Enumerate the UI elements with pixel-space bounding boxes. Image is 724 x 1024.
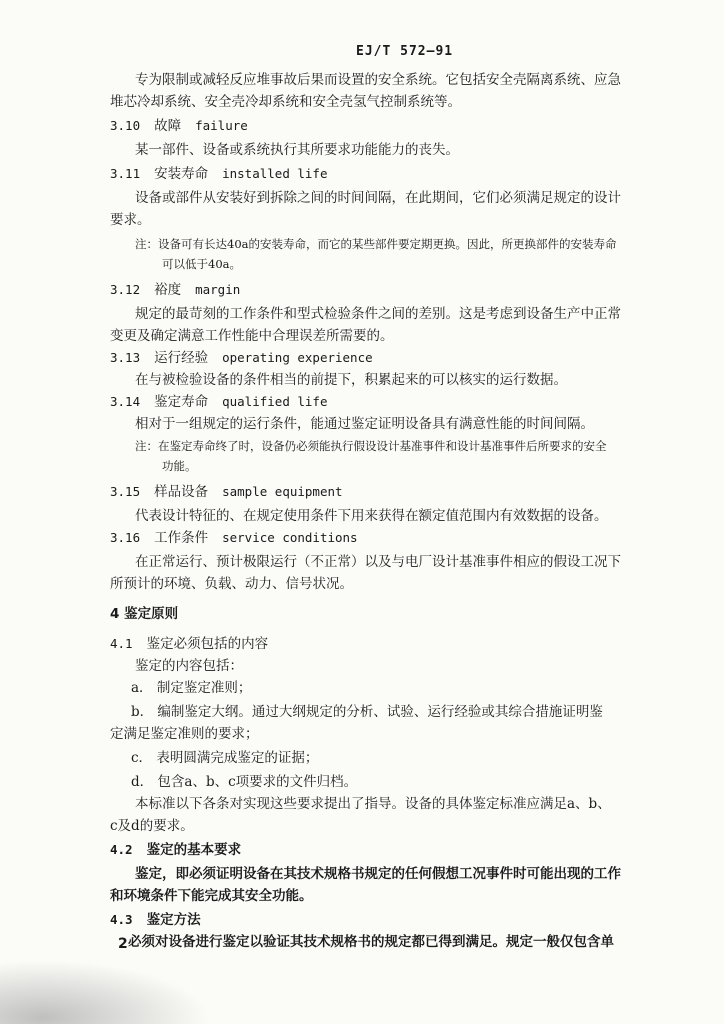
- list-item-a: a． 制定鉴定准则；: [131, 680, 252, 696]
- section-4-1-paragraph: 本标准以下各条对实现这些要求提出了指导。设备的具体鉴定标准应满足a、b、: [135, 796, 611, 812]
- section-title-zh: 鉴定方法: [146, 912, 201, 928]
- section-title-zh: 鉴定寿命: [154, 394, 209, 410]
- section-3-15-heading: [110, 482, 690, 502]
- section-number: 3.15: [110, 484, 141, 499]
- standard-code: EJ/T 572—91: [356, 44, 454, 59]
- section-3-11-body: 设备或部件从安装好到拆除之间的时间间隔，在此期间，它们必须满足规定的设计: [135, 190, 621, 206]
- list-item-b: b． 编制鉴定大纲。通过大纲规定的分析、试验、运行经验或其综合措施证明鉴: [131, 704, 603, 720]
- section-4-1-heading: [110, 634, 690, 654]
- scan-smudge: [0, 960, 210, 1024]
- section-title-en: installed life: [222, 166, 328, 181]
- section-title-en: margin: [195, 282, 241, 297]
- section-3-16-heading: [110, 528, 690, 548]
- section-3-11-note: 可以低于40a。: [162, 257, 241, 271]
- section-4-2-body: 鉴定，即必须证明设备在其技术规格书规定的任何假想工况事件时可能出现的工作: [135, 866, 621, 882]
- section-number: 3.10: [110, 118, 141, 133]
- paragraph-line: 专为限制或减轻反应堆事故后果而设置的安全系统。它包括安全壳隔离系统、应急: [135, 72, 621, 88]
- section-3-10-heading: [110, 116, 690, 136]
- list-item-b-cont: 定满足鉴定准则的要求；: [110, 726, 259, 742]
- section-title-en: sample equipment: [222, 484, 343, 499]
- section-3-11-heading: [110, 164, 690, 184]
- section-3-11-body: 要求。: [110, 212, 151, 228]
- section-title-zh: 故障: [154, 118, 182, 134]
- section-3-15-body: 代表设计特征的、在规定使用条件下用来获得在额定值范围内有效数据的设备。: [135, 508, 608, 524]
- section-title-zh: 鉴定必须包括的内容: [146, 636, 269, 652]
- section-number: 3.12: [110, 282, 141, 297]
- section-4-3-body: 必须对设备进行鉴定以验证其技术规格书的规定都已得到满足。规定一般仅包含单: [128, 934, 614, 950]
- section-4-2-body: 和环境条件下能完成其安全功能。: [110, 888, 313, 904]
- section-3-16-body: 在正常运行、预计极限运行（不正常）以及与电厂设计基准事件相应的假设工况下: [135, 554, 621, 570]
- section-title-en: service conditions: [222, 530, 358, 545]
- list-item-c: c． 表明圆满完成鉴定的证据；: [131, 750, 319, 766]
- list-item-d: d． 包含a、b、c项要求的文件归档。: [131, 774, 358, 790]
- section-title-en: operating experience: [222, 350, 373, 365]
- section-number: 3.11: [110, 166, 141, 181]
- section-4-1-intro: 鉴定的内容包括：: [135, 658, 243, 674]
- section-4-1-paragraph: c及d的要求。: [110, 818, 194, 834]
- section-3-14-heading: [110, 392, 690, 412]
- section-number: 3.14: [110, 394, 141, 409]
- section-3-14-note: 功能。: [162, 459, 197, 473]
- section-title-zh: 工作条件: [154, 530, 209, 546]
- section-title-zh: 裕度: [154, 282, 182, 298]
- section-3-16-body: 所预计的环境、负载、动力、信号状况。: [110, 576, 353, 592]
- section-3-12-body: 规定的最苛刻的工作条件和型式检验条件之间的差别。这是考虑到设备生产中正常: [135, 306, 621, 322]
- section-4-heading: 4 鉴定原则: [110, 606, 179, 622]
- section-number: 4.1: [110, 636, 133, 651]
- section-4-2-heading: [110, 840, 690, 860]
- section-title-en: qualified life: [222, 394, 328, 409]
- section-3-12-heading: [110, 280, 690, 300]
- section-number: 4.3: [110, 912, 133, 927]
- section-title-zh: 鉴定的基本要求: [146, 842, 242, 858]
- section-4-3-heading: [110, 910, 690, 930]
- section-title-zh: 运行经验: [154, 350, 209, 366]
- section-3-14-note: 注：在鉴定寿命终了时，设备仍必须能执行假设设计基准事件和设计基准事件后所要求的安全: [135, 439, 607, 453]
- section-3-13-heading: [110, 348, 690, 368]
- section-3-11-note: 注：设备可有长达40a的安装寿命，而它的某些部件要定期更换。因此，所更换部件的安装寿命: [135, 237, 617, 251]
- section-number: 4.2: [110, 842, 133, 857]
- section-3-12-body: 变更及确定满意工作性能中合理误差所需要的。: [110, 328, 394, 344]
- section-title-zh: 样品设备: [154, 484, 209, 500]
- paragraph-line: 堆芯冷却系统、安全壳冷却系统和安全壳氢气控制系统等。: [110, 94, 461, 110]
- section-number: 3.16: [110, 530, 141, 545]
- page-number: 2: [118, 936, 128, 952]
- section-title-en: failure: [195, 118, 248, 133]
- section-3-10-body: 某一部件、设备或系统执行其所要求功能能力的丧失。: [135, 142, 459, 158]
- section-number: 3.13: [110, 350, 141, 365]
- section-3-13-body: 在与被检验设备的条件相当的前提下，积累起来的可以核实的运行数据。: [135, 372, 567, 388]
- section-title-zh: 安装寿命: [154, 166, 209, 182]
- section-3-14-body: 相对于一组规定的运行条件，能通过鉴定证明设备具有满意性能的时间间隔。: [135, 416, 594, 432]
